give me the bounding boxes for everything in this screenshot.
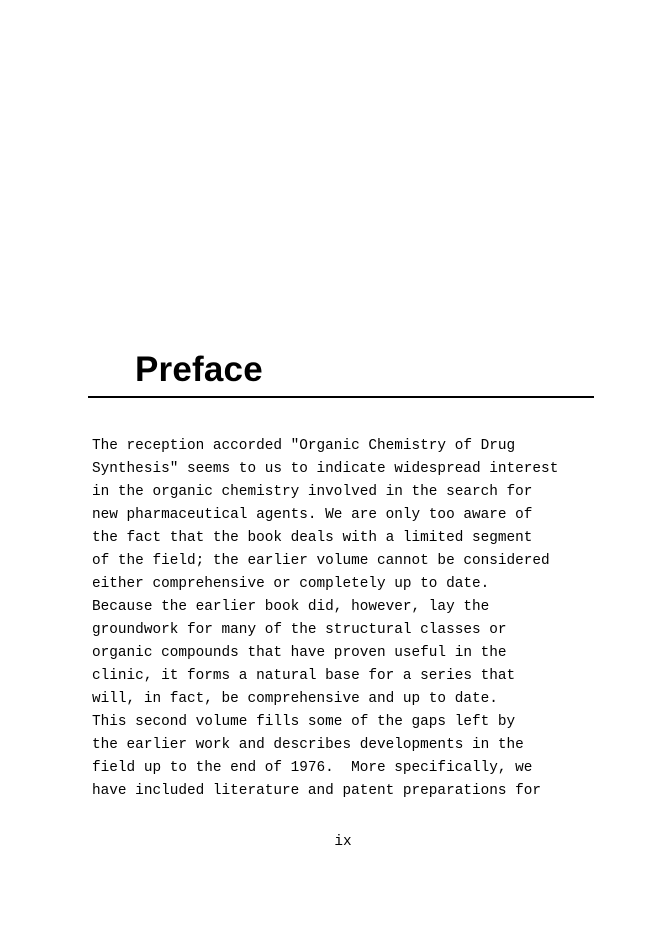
page-number: ix: [334, 834, 352, 850]
body-line: Because the earlier book did, however, lay the: [92, 599, 490, 615]
body-line: organic compounds that have proven useful in the: [92, 645, 507, 661]
body-line: This second volume fills some of the gaps left by: [92, 714, 516, 730]
body-line: field up to the end of 1976. More specifically, we: [92, 760, 533, 776]
body-line: clinic, it forms a natural base for a series that: [92, 668, 516, 684]
body-line: in the organic chemistry involved in the search for: [92, 484, 533, 500]
preface-body: [92, 435, 612, 803]
body-line: new pharmaceutical agents. We are only too aware of: [92, 507, 533, 523]
body-line: will, in fact, be comprehensive and up to date.: [92, 691, 498, 707]
body-line: groundwork for many of the structural classes or: [92, 622, 507, 638]
body-line: the fact that the book deals with a limited segment: [92, 530, 533, 546]
body-line: of the field; the earlier volume cannot be considered: [92, 553, 550, 569]
body-line: have included literature and patent preparations for: [92, 783, 542, 799]
body-line: either comprehensive or completely up to date.: [92, 576, 490, 592]
body-line: Synthesis" seems to us to indicate widespread interest: [92, 461, 559, 477]
page-title: Preface: [135, 350, 263, 389]
title-rule: [88, 396, 594, 398]
body-line: the earlier work and describes developments in the: [92, 737, 524, 753]
body-line: The reception accorded "Organic Chemistry of Drug: [92, 438, 516, 454]
